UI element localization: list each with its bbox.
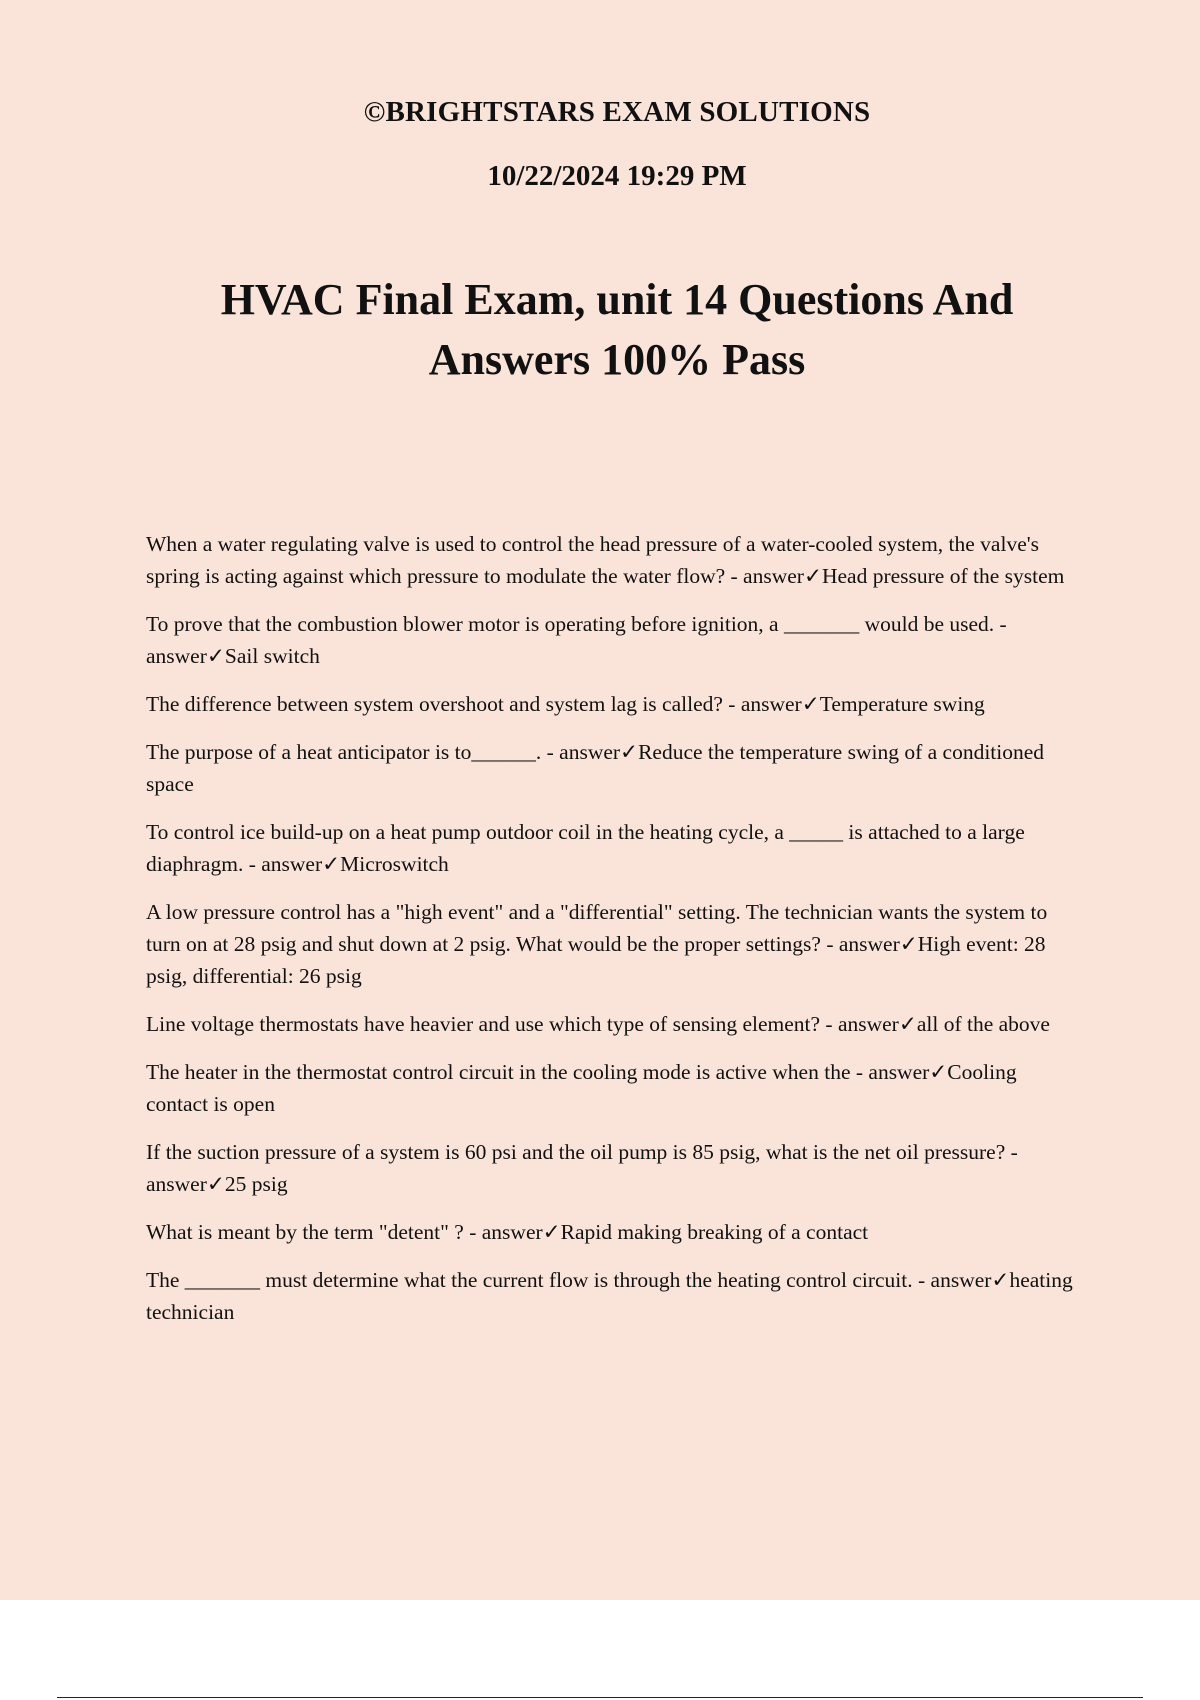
qa-item: What is meant by the term "detent" ? - answer✓Rapid making breaking of a contact [146,1220,869,1244]
datetime-header: 10/22/2024 19:29 PM [487,160,747,192]
qa-item: When a water regulating valve is used to control the head pressure of a water-cooled system, the valve's spring is acting against which pressure to modulate the water flow? - answer✓Head pressure of the system [146,532,1065,588]
qa-item: The difference between system overshoot and system lag is called? - answer✓Temperature swing [146,692,985,716]
bottom-divider [57,1697,1143,1698]
document-title: HVAC Final Exam, unit 14 Questions And Answers 100% Pass [220,275,1014,384]
qa-item: Line voltage thermostats have heavier and use which type of sensing element? - answer✓all of the above [146,1012,1050,1036]
qa-item: The _______ must determine what the current flow is through the heating control circuit. - answer✓heating technician [146,1268,1073,1324]
qa-item: To prove that the combustion blower motor is operating before ignition, a _______ would be used. - answer✓Sail switch [146,612,1007,668]
brand-header: ©BRIGHTSTARS EXAM SOLUTIONS [363,96,871,128]
qa-item: To control ice build-up on a heat pump outdoor coil in the heating cycle, a _____ is attached to a large diaphragm. - answer✓Microswitch [146,820,1025,876]
qa-list [146,528,1082,1344]
qa-item: The purpose of a heat anticipator is to______. - answer✓Reduce the temperature swing of a conditioned space [146,740,1045,796]
qa-item: A low pressure control has a "high event" and a "differential" setting. The technician wants the system to turn on at 28 psig and shut down at 2 psig. What would be the proper settings? - answer✓High event: 28 psig, differential: 26 psig [146,900,1048,988]
qa-item: The heater in the thermostat control circuit in the cooling mode is active when the - answer✓Cooling contact is open [146,1060,1017,1116]
qa-item: If the suction pressure of a system is 60 psi and the oil pump is 85 psig, what is the net oil pressure? - answer✓25 psig [146,1140,1018,1196]
